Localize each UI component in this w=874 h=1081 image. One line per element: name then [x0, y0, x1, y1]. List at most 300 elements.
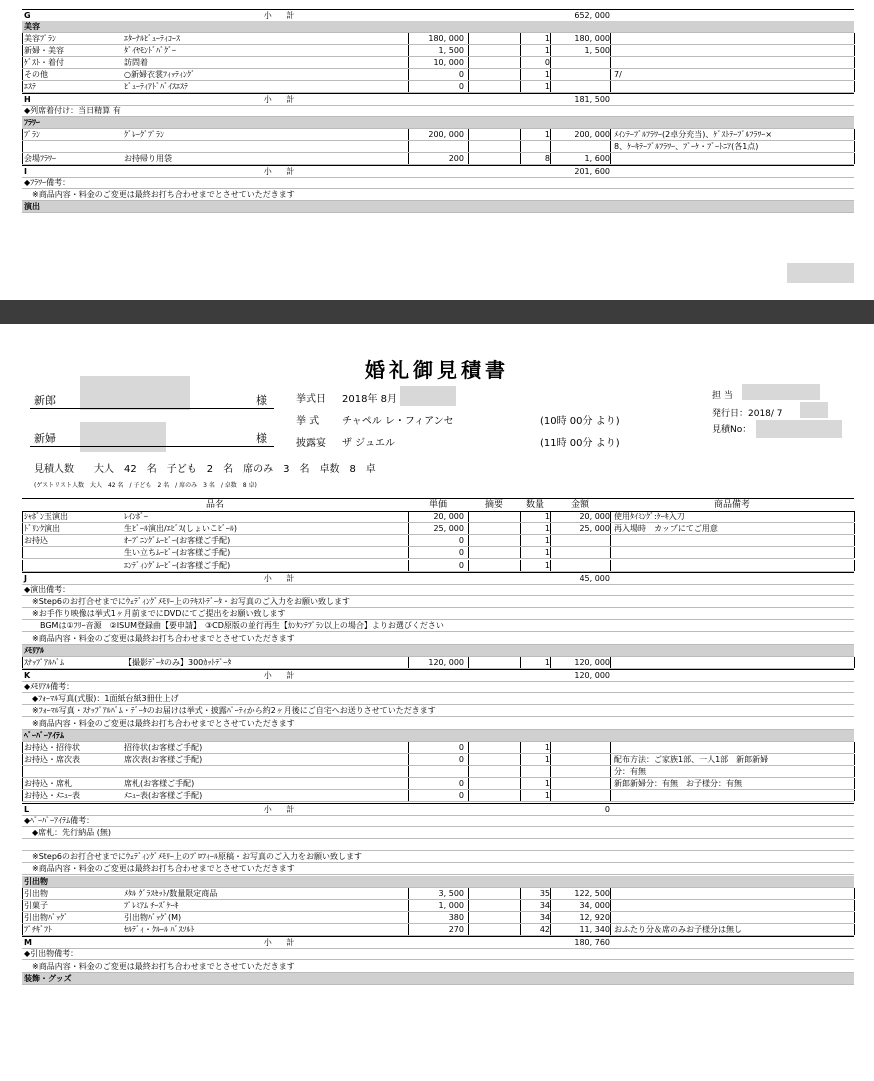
note-row	[22, 596, 854, 608]
subtotal-letter: G	[24, 11, 31, 20]
note-row	[22, 177, 854, 189]
bride-underline	[30, 446, 274, 447]
cell-divider	[520, 129, 521, 140]
section-header	[22, 973, 854, 985]
item-qty: 1	[544, 70, 550, 79]
item-category: 会場ﾌﾗﾜｰ	[24, 154, 56, 163]
item-amount: 34, 000	[579, 900, 610, 910]
cell-divider	[22, 45, 23, 56]
cell-divider	[22, 790, 23, 801]
date-redacted	[400, 386, 456, 406]
groom-underline	[30, 408, 274, 409]
item-remarks	[614, 57, 850, 68]
section-header	[22, 876, 854, 888]
subtotal-row	[22, 572, 854, 585]
note-text: ◆席札：先行納品 (無)	[24, 827, 111, 837]
cell-divider	[468, 81, 469, 92]
item-amount: 120, 000	[574, 657, 610, 667]
item-row	[22, 888, 854, 900]
ceremony-date: 2018年 8月	[342, 394, 397, 405]
cell-divider	[854, 766, 855, 777]
item-qty: 1	[544, 536, 550, 546]
section-header	[22, 21, 854, 33]
item-amount: 20, 000	[579, 512, 610, 521]
table-header	[22, 498, 854, 512]
cell-divider	[468, 523, 469, 534]
item-remarks: 分：有無	[614, 767, 646, 777]
item-qty: 1	[544, 524, 550, 534]
subtotal-label: 小 計	[263, 938, 301, 948]
cell-divider	[520, 778, 521, 789]
ceremony-time: (10時 00分 より)	[540, 416, 620, 427]
section-header	[22, 201, 854, 213]
cell-divider	[408, 129, 409, 140]
cell-divider	[22, 778, 23, 789]
cell-divider	[854, 754, 855, 765]
col-name: 品名	[205, 500, 224, 510]
staff-redacted	[742, 384, 820, 400]
subtotal-letter: I	[24, 167, 27, 176]
cell-divider	[550, 511, 551, 522]
item-row	[22, 790, 854, 802]
cell-divider	[408, 523, 409, 534]
cell-divider	[610, 57, 611, 68]
cell-divider	[468, 912, 469, 923]
item-row	[22, 912, 854, 924]
note-row	[22, 961, 854, 973]
item-name: ﾒﾀﾙ ｸﾞﾗｽｾｯﾄ/数量限定商品	[124, 888, 218, 898]
cell-divider	[854, 742, 855, 753]
cell-divider	[22, 766, 23, 777]
cell-divider	[610, 657, 611, 668]
col-remarks: 商品備考	[713, 500, 750, 510]
item-row	[22, 560, 854, 572]
cell-divider	[550, 45, 551, 56]
cell-divider	[610, 141, 611, 152]
item-category: お持込・席札	[24, 779, 72, 789]
item-category: ｴｽﾃ	[24, 82, 36, 91]
cell-divider	[610, 754, 611, 765]
item-qty: 1	[544, 46, 550, 55]
cell-divider	[854, 778, 855, 789]
cell-divider	[520, 523, 521, 534]
item-price: 270	[448, 925, 464, 935]
note-text: ◆ﾒﾓﾘｱﾙ備考：	[24, 682, 75, 692]
item-amount	[552, 57, 610, 68]
item-category: 引出物	[24, 888, 48, 898]
item-amount	[552, 790, 610, 801]
cell-divider	[520, 766, 521, 777]
item-price: 200	[448, 154, 464, 163]
item-name: ｸﾞﾚｰｸﾞﾌﾟﾗﾝ	[124, 130, 164, 139]
cell-divider	[408, 742, 409, 753]
item-category: 新婦・美容	[24, 46, 64, 55]
section-name: 装飾・グッズ	[24, 973, 72, 983]
item-price: 0	[458, 755, 464, 764]
item-name: ｴﾀｰﾅﾙﾋﾞｭｰﾃｨｺｰｽ	[124, 34, 180, 43]
reception-time: (11時 00分 より)	[540, 438, 620, 449]
item-price: 25, 000	[433, 524, 464, 534]
cell-divider	[22, 81, 23, 92]
item-category: お持込・席次表	[24, 755, 80, 764]
cell-divider	[520, 900, 521, 911]
cell-divider	[520, 535, 521, 546]
cell-divider	[610, 742, 611, 753]
note-text: ※ﾌｫｰﾏﾙ写真・ｽﾅｯﾌﾟｱﾙﾊﾞﾑ・ﾃﾞｰﾀのお届けは挙式・披露ﾊﾟｰﾃｨから約2ヶ月後にご自宅へお送りさせていただきます	[24, 706, 436, 716]
subtotal-letter: M	[24, 938, 32, 948]
item-qty: 1	[544, 560, 550, 570]
item-row	[22, 33, 854, 45]
cell-divider	[520, 912, 521, 923]
item-remarks	[614, 547, 850, 558]
item-amount	[552, 547, 610, 558]
item-price: 200, 000	[428, 130, 464, 139]
cell-divider	[550, 657, 551, 668]
item-name: 席札(お客様ご手配)	[124, 779, 195, 789]
note-text: ※商品内容・料金のご変更は最終お打ち合わせまでとさせていただきます	[24, 961, 295, 971]
note-row	[22, 948, 854, 960]
item-price: 0	[458, 779, 464, 789]
subtotal-label: 小 計	[263, 167, 301, 176]
cell-divider	[22, 560, 23, 571]
item-name: 引出物ﾊﾞｯｸﾞ(M)	[124, 912, 182, 922]
item-remarks	[614, 535, 850, 546]
cell-divider	[22, 57, 23, 68]
subtotal-label: 小 計	[263, 95, 301, 104]
cell-divider	[610, 45, 611, 56]
item-row	[22, 742, 854, 754]
subtotal-amount: 180, 760	[574, 938, 610, 948]
cell-divider	[408, 560, 409, 571]
cell-divider	[408, 778, 409, 789]
item-name	[124, 766, 408, 777]
cell-divider	[610, 153, 611, 164]
item-row	[22, 69, 854, 81]
item-amount: 12, 920	[579, 912, 610, 922]
note-row	[22, 839, 854, 851]
cell-divider	[610, 33, 611, 44]
subtotal-label: 小 計	[263, 804, 301, 814]
cell-divider	[610, 81, 611, 92]
item-name: 【撮影ﾃﾞｰﾀのみ】300ｶｯﾄﾃﾞｰﾀ	[124, 657, 232, 667]
cell-divider	[22, 33, 23, 44]
col-price: 単価	[428, 500, 447, 510]
cell-divider	[22, 141, 23, 152]
cell-divider	[408, 57, 409, 68]
cell-divider	[854, 33, 855, 44]
cell-divider	[610, 778, 611, 789]
note-row	[22, 620, 854, 632]
cell-divider	[408, 888, 409, 899]
cell-divider	[610, 924, 611, 935]
section-name: 美容	[24, 22, 40, 31]
item-amount	[552, 69, 610, 80]
cell-divider	[468, 900, 469, 911]
note-text: ◆ﾍﾟｰﾊﾟｰｱｲﾃﾑ備考：	[24, 815, 95, 825]
subtotal-amount: 652, 000	[574, 11, 610, 20]
note-text: ※商品内容・料金のご変更は最終お打ち合わせまでとさせていただきます	[24, 864, 295, 874]
subtotal-row	[22, 936, 854, 949]
note-row	[22, 584, 854, 596]
cell-divider	[550, 33, 551, 44]
item-qty: 1	[544, 548, 550, 558]
item-row	[22, 657, 854, 669]
cell-divider	[854, 900, 855, 911]
item-row	[22, 900, 854, 912]
item-row	[22, 511, 854, 523]
cell-divider	[550, 778, 551, 789]
cell-divider	[22, 69, 23, 80]
cell-divider	[408, 547, 409, 558]
item-amount	[552, 766, 610, 777]
reception-label: 披露宴	[296, 438, 326, 449]
cell-divider	[468, 511, 469, 522]
subtotal-amount: 181, 500	[574, 95, 610, 104]
cell-divider	[854, 535, 855, 546]
redacted-box	[787, 263, 854, 283]
item-price: 1, 500	[438, 46, 464, 55]
subtotal-amount: 120, 000	[574, 670, 610, 680]
item-name	[124, 141, 408, 152]
section-name: 引出物	[24, 876, 48, 886]
item-row	[22, 45, 854, 57]
cell-divider	[468, 141, 469, 152]
cell-divider	[550, 560, 551, 571]
item-category: ﾌﾟﾁｷﾞﾌﾄ	[24, 925, 52, 935]
item-category: ｼｬﾎﾞﾝ玉演出	[24, 512, 68, 521]
item-price: 0	[458, 791, 464, 801]
note-text: ※Step6のお打合せまでにｳｪﾃﾞｨﾝｸﾞﾒﾓﾘｰ上のﾃｷｽﾄﾃﾞｰﾀ・お写真のご入力をお願い致します	[24, 597, 351, 607]
cell-divider	[520, 742, 521, 753]
note-row	[22, 863, 854, 875]
guestlist-count: (ゲストリスト人数 大人 42 名 / 子ども 2 名 / 席のみ 3 名 / 卓数 8 卓)	[34, 482, 257, 489]
col-amount: 金額	[570, 500, 589, 510]
section-name: ﾌﾗﾜｰ	[24, 118, 40, 127]
item-amount	[552, 535, 610, 546]
item-remarks	[614, 153, 850, 164]
note-text: BGMは①ﾌﾘｰ音源 ②ISUM登録曲【要申請】 ③CD原版の並行再生【ｶﾝﾀﾝﾃﾌﾟﾗﾝ以上の場合】よりお選びください	[24, 621, 444, 631]
cell-divider	[468, 924, 469, 935]
item-name: ﾚｲﾝﾎﾞｰ	[124, 512, 148, 521]
note-row	[22, 851, 854, 863]
cell-divider	[22, 523, 23, 534]
cell-divider	[468, 778, 469, 789]
item-remarks: おふたり分＆席のみお子様分は無し	[614, 925, 742, 935]
cell-divider	[550, 547, 551, 558]
cell-divider	[22, 547, 23, 558]
item-amount	[552, 754, 610, 765]
issue-date: 発行日：2018/ 7	[712, 409, 783, 419]
item-category: 引菓子	[24, 900, 48, 910]
note-text: ※商品内容・料金のご変更は最終お打ち合わせまでとさせていただきます	[24, 718, 295, 728]
cell-divider	[408, 33, 409, 44]
note-text: ※お手作り映像は挙式1ヶ月前までにDVDにてご提出をお願い致します	[24, 609, 286, 619]
cell-divider	[408, 511, 409, 522]
cell-divider	[22, 657, 23, 668]
item-price: 0	[458, 560, 464, 570]
item-price: 3, 500	[438, 888, 464, 898]
item-amount: 1, 500	[584, 46, 610, 55]
subtotal-letter: H	[24, 95, 31, 104]
cell-divider	[408, 45, 409, 56]
section-name: 演出	[24, 202, 40, 211]
note-row	[22, 633, 854, 645]
item-category: ﾄﾞﾘﾝｸ演出	[24, 524, 60, 534]
cell-divider	[550, 766, 551, 777]
cell-divider	[854, 547, 855, 558]
ceremony-venue: チャペル レ・フィアンセ	[342, 416, 454, 427]
item-qty: 8	[544, 154, 550, 163]
item-amount: 11, 340	[579, 925, 610, 935]
col-summary: 摘要	[484, 500, 503, 510]
item-name: ｾﾙﾃﾞｨ・ｸﾙｰﾙ ﾊﾞｽｿﾙﾄ	[124, 925, 195, 935]
cell-divider	[854, 81, 855, 92]
item-remarks	[614, 33, 850, 44]
groom-name-redacted	[80, 376, 190, 410]
item-row	[22, 129, 854, 141]
cell-divider	[550, 141, 551, 152]
item-price: 10, 000	[433, 58, 464, 67]
item-row	[22, 57, 854, 69]
item-name: 席次表(お客様ご手配)	[124, 755, 203, 764]
item-category: お持込・招待状	[24, 742, 80, 752]
section-name: ﾍﾟｰﾊﾟｰｱｲﾃﾑ	[24, 730, 64, 740]
cell-divider	[408, 790, 409, 801]
note-row	[22, 608, 854, 620]
cell-divider	[22, 900, 23, 911]
note-row	[22, 189, 854, 201]
note-row	[22, 815, 854, 827]
item-name: 生い立ちﾑｰﾋﾞｰ(お客様ご手配)	[124, 548, 231, 558]
note-row	[22, 105, 854, 117]
cell-divider	[550, 69, 551, 80]
item-remarks	[614, 657, 850, 668]
cell-divider	[468, 560, 469, 571]
cell-divider	[854, 69, 855, 80]
item-row	[22, 766, 854, 778]
note-text: ※Step6のお打合せまでにｳｪﾃﾞｨﾝｸﾞﾒﾓﾘｰ上のﾌﾟﾛﾌｨｰﾙ原稿・お写真のご入力をお願い致します	[24, 852, 363, 862]
cell-divider	[550, 742, 551, 753]
item-amount	[552, 742, 610, 753]
item-qty: 35	[539, 888, 550, 898]
cell-divider	[854, 141, 855, 152]
cell-divider	[408, 81, 409, 92]
note-text: ◆ﾌｫｰﾏﾙ写真(式服)：1面紙台紙3冊仕上げ	[24, 694, 179, 704]
note-text: ※商品内容・料金のご変更は最終お打ち合わせまでとさせていただきます	[24, 190, 295, 199]
item-amount: 1, 600	[584, 154, 610, 163]
item-qty: 42	[539, 925, 550, 935]
cell-divider	[468, 657, 469, 668]
groom-label: 新郎	[34, 394, 56, 407]
cell-divider	[408, 912, 409, 923]
item-price: 0	[458, 82, 464, 91]
item-amount: 25, 000	[579, 524, 610, 534]
item-remarks: ﾒｲﾝﾃｰﾌﾞﾙﾌﾗﾜｰ(2卓分充当)、ｹﾞｽﾄﾃｰﾌﾞﾙﾌﾗﾜｰ×	[614, 130, 773, 139]
item-qty: 34	[539, 912, 550, 922]
cell-divider	[550, 129, 551, 140]
cell-divider	[610, 766, 611, 777]
cell-divider	[550, 81, 551, 92]
item-qty: 1	[544, 755, 550, 764]
item-category: お持込・ﾒﾆｭｰ表	[24, 791, 80, 801]
item-category: 引出物ﾊﾞｯｸﾞ	[24, 912, 68, 922]
cell-divider	[22, 535, 23, 546]
item-remarks	[614, 81, 850, 92]
note-text	[24, 839, 114, 850]
cell-divider	[520, 69, 521, 80]
cell-divider	[854, 511, 855, 522]
subtotal-amount: 201, 600	[574, 167, 610, 176]
item-qty: 1	[544, 791, 550, 801]
cell-divider	[854, 560, 855, 571]
item-remarks	[614, 900, 850, 911]
cell-divider	[468, 790, 469, 801]
cell-divider	[610, 547, 611, 558]
item-remarks: 新郎新婦分：有無 お子様分：有無	[614, 779, 742, 789]
item-name: ｵｰﾌﾟﾆﾝｸﾞﾑｰﾋﾞｰ(お客様ご手配)	[124, 536, 231, 546]
cell-divider	[468, 742, 469, 753]
cell-divider	[550, 900, 551, 911]
item-row	[22, 523, 854, 535]
cell-divider	[550, 888, 551, 899]
cell-divider	[22, 742, 23, 753]
subtotal-label: 小 計	[263, 670, 301, 680]
cell-divider	[610, 560, 611, 571]
cell-divider	[854, 523, 855, 534]
item-remarks: 使用ﾀｲﾐﾝｸﾞ:ｹｰｷ入刀	[614, 512, 685, 521]
item-amount: 122, 500	[574, 888, 610, 898]
item-category: お持込	[24, 536, 48, 546]
ceremony-date-label: 挙式日	[296, 394, 326, 405]
item-category	[24, 766, 114, 777]
cell-divider	[22, 924, 23, 935]
cell-divider	[550, 523, 551, 534]
bride-name-redacted	[80, 422, 166, 452]
subtotal-label: 小 計	[263, 11, 301, 20]
cell-divider	[550, 924, 551, 935]
cell-divider	[610, 535, 611, 546]
reception-venue: ザ ジュエル	[342, 438, 395, 449]
cell-divider	[520, 560, 521, 571]
cell-divider	[468, 69, 469, 80]
item-row	[22, 153, 854, 165]
item-remarks	[614, 45, 850, 56]
cell-divider	[468, 45, 469, 56]
item-name: お持帰り用袋	[124, 154, 172, 163]
note-text: ◆引出物備考：	[24, 949, 79, 959]
item-remarks	[614, 790, 850, 801]
cell-divider	[468, 547, 469, 558]
item-category	[24, 547, 114, 558]
item-row	[22, 924, 854, 936]
cell-divider	[520, 547, 521, 558]
cell-divider	[520, 511, 521, 522]
item-price: 0	[458, 548, 464, 558]
item-category: ﾌﾟﾗﾝ	[24, 130, 40, 139]
cell-divider	[610, 790, 611, 801]
cell-divider	[22, 129, 23, 140]
item-amount	[552, 141, 610, 152]
cell-divider	[468, 33, 469, 44]
document-page-2	[0, 324, 874, 1081]
cell-divider	[408, 535, 409, 546]
subtotal-row	[22, 669, 854, 682]
cell-divider	[408, 69, 409, 80]
subtotal-amount: 45, 000	[579, 573, 610, 583]
cell-divider	[468, 888, 469, 899]
cell-divider	[520, 888, 521, 899]
item-name: ﾋﾞｭｰﾃｨｱﾄﾞﾊﾞｲｽｴｽﾃ	[124, 82, 188, 91]
